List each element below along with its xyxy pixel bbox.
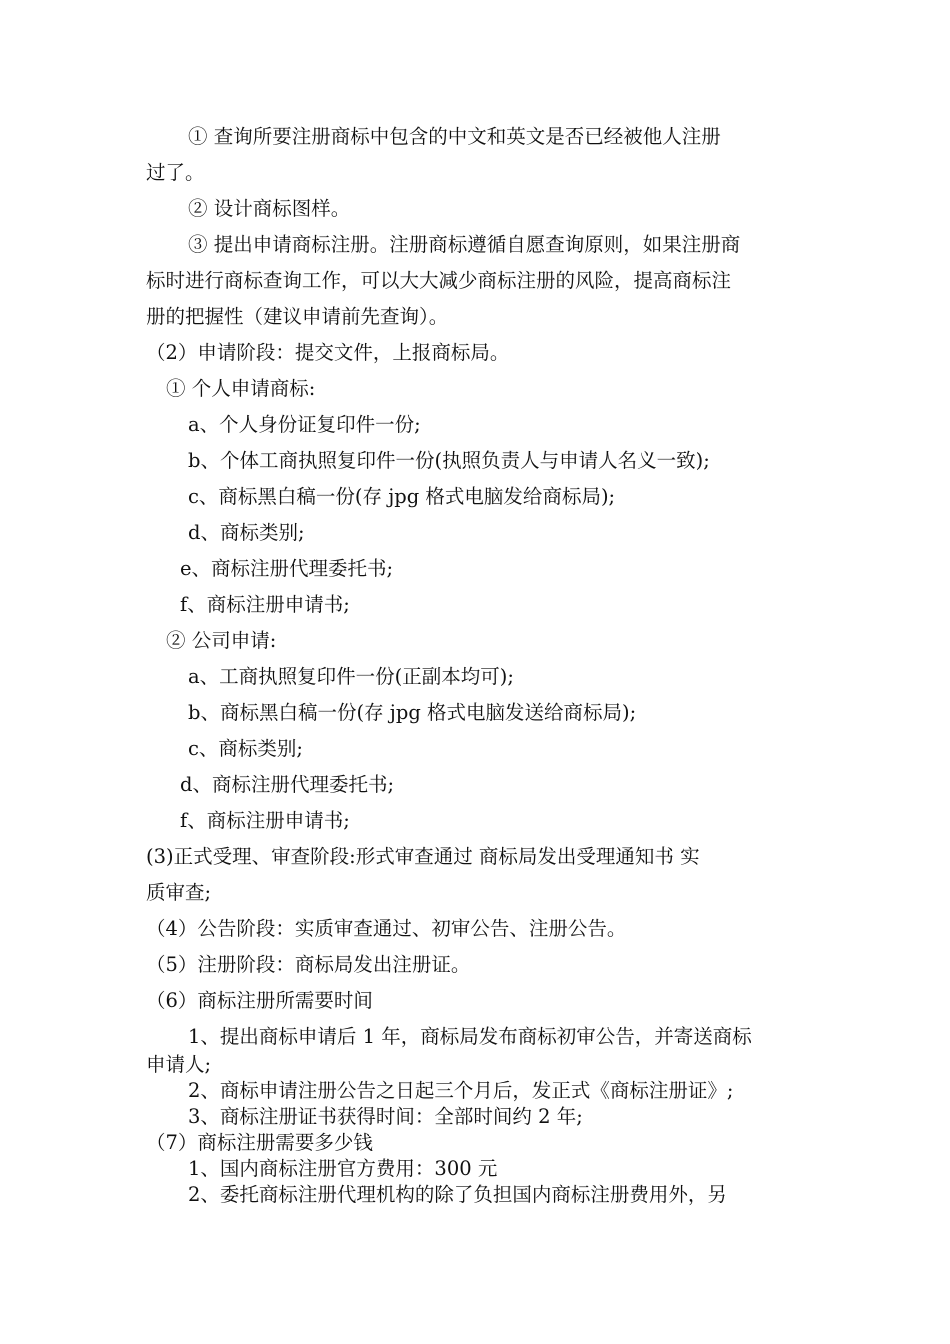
list-item: c、商标黑白稿一份(存 jpg 格式电脑发给商标局);: [188, 485, 616, 508]
section-heading: （7）商标注册需要多少钱: [146, 1131, 373, 1154]
text-line: ② 设计商标图样。: [188, 197, 351, 220]
text-line: 标时进行商标查询工作，可以大大减少商标注册的风险，提高商标注: [146, 269, 732, 292]
list-item: 3、商标注册证书获得时间：全部时间约 2 年;: [188, 1105, 583, 1128]
list-item: a、个人身份证复印件一份;: [188, 413, 421, 436]
list-item: f、商标注册申请书;: [180, 593, 350, 616]
section-heading: （5）注册阶段：商标局发出注册证。: [146, 953, 471, 976]
text-line: 过了。: [146, 161, 205, 184]
list-item: 1、提出商标申请后 1 年，商标局发布商标初审公告，并寄送商标: [188, 1025, 752, 1048]
list-item: d、商标类别;: [188, 521, 305, 544]
text-line: 申请人;: [146, 1053, 212, 1076]
section-heading: (3)正式受理、审查阶段:形式审查通过 商标局发出受理通知书 实: [146, 845, 700, 868]
text-line: ① 查询所要注册商标中包含的中文和英文是否已经被他人注册: [188, 125, 721, 148]
text-line: 质审查;: [146, 881, 212, 904]
section-heading: （4）公告阶段：实质审查通过、初审公告、注册公告。: [146, 917, 627, 940]
list-item: c、商标类别;: [188, 737, 303, 760]
section-heading: （6）商标注册所需要时间: [146, 989, 373, 1012]
list-item: b、个体工商执照复印件一份(执照负责人与申请人名义一致);: [188, 449, 710, 472]
list-item: 2、委托商标注册代理机构的除了负担国内商标注册费用外，另: [188, 1183, 727, 1206]
subsection-heading: ① 个人申请商标:: [166, 377, 316, 400]
section-heading: （2）申请阶段：提交文件，上报商标局。: [146, 341, 510, 364]
list-item: 2、商标申请注册公告之日起三个月后，发正式《商标注册证》;: [188, 1079, 734, 1102]
text-line: ③ 提出申请商标注册。注册商标遵循自愿查询原则，如果注册商: [188, 233, 741, 256]
subsection-heading: ② 公司申请:: [166, 629, 277, 652]
text-line: 册的把握性（建议申请前先查询）。: [146, 305, 449, 328]
list-item: e、商标注册代理委托书;: [180, 557, 394, 580]
list-item: f、商标注册申请书;: [180, 809, 350, 832]
list-item: 1、国内商标注册官方费用：300 元: [188, 1157, 498, 1180]
list-item: a、工商执照复印件一份(正副本均可);: [188, 665, 514, 688]
list-item: b、商标黑白稿一份(存 jpg 格式电脑发送给商标局);: [188, 701, 637, 724]
list-item: d、商标注册代理委托书;: [180, 773, 395, 796]
